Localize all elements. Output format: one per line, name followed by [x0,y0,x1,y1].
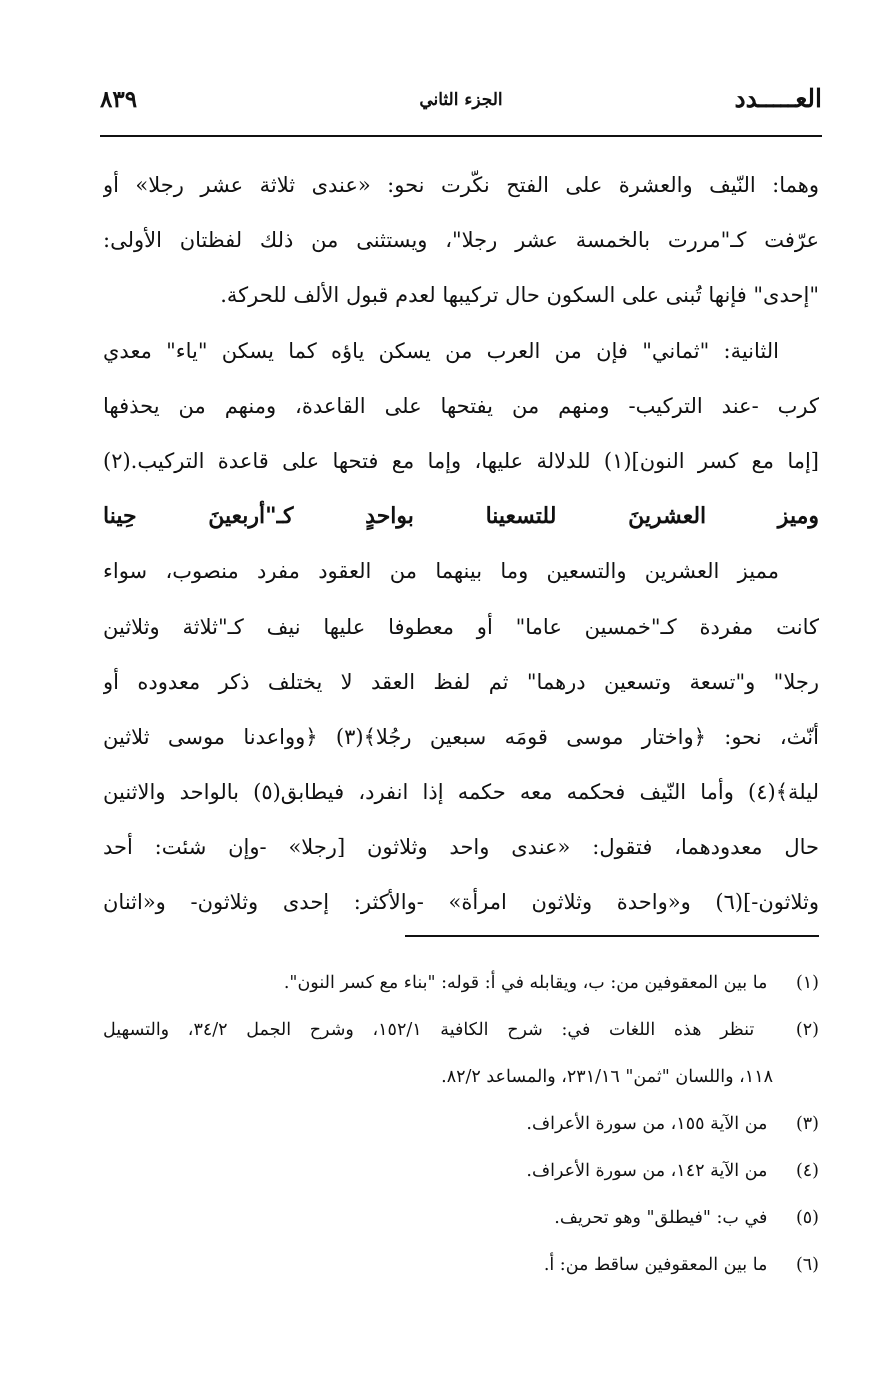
footnote-text: ما بين المعقوفين من: ب، ويقابله في أ: قوله: "بناء مع كسر النون". [283,973,768,993]
footnote-number: (٦) [795,1255,819,1275]
footnote [103,960,819,1007]
text-line: وهما: النّيف والعشرة على الفتح نكّرت نحو: «عندى ثلاثة عشر رجلا» أو [103,173,819,197]
text-line: عرّفت كـ"مررت بالخمسة عشر رجلا"، ويستثنى من ذلك لفظتان الأولى: [103,228,819,253]
text-line: [إما مع كسر النون](١) للدلالة عليها، وإما مع فتحها على قاعدة التركيب.(٢) [103,448,819,473]
text-line: مميز العشرين والتسعين وما بينهما من العقود مفرد منصوب، سواء [103,559,779,584]
text-line: حال معدودهما، فتقول: «عندى واحد وثلاثون [رجلا» -وإن شئت: أحد [103,835,819,860]
footnote-number: (٣) [795,1114,819,1134]
text-line: رجلا" و"تسعة وتسعين درهما" ثم لفظ العقد لا يختلف ذكر معدوده أو [103,669,819,694]
footnote-number: (٤) [795,1161,819,1181]
footnote [103,1195,819,1242]
text-line: ليلة﴾(٤) وأما النّيف فحكمه معه حكمه إذا انفرد، فيطابق(٥) بالواحد والاثنين [103,780,819,805]
running-header [100,84,822,128]
footnote-number: (٢) [795,1020,819,1040]
text-line: كرب -عند التركيب- ومنهم من يفتحها على القاعدة، ومنهم من يحذفها [103,393,819,418]
header-rule [100,135,822,137]
part-title: الجزء الثاني [419,90,503,110]
footnote-number: (١) [795,973,819,993]
text-line: "إحدى" فإنها تُبنى على السكون حال تركيبها لعدم قبول الألف للحركة. [220,283,819,308]
chapter-title: العـــــدد [734,84,822,113]
footnote [103,1148,819,1195]
footnotes [103,960,819,1289]
footnote-number: (٥) [795,1208,819,1228]
footnote-continuation: ١١٨، واللسان "ثمن" ٢٣١/١٦، والمساعد ٨٢/٢. [441,1067,773,1087]
text-line: وثلاثون-](٦) و«واحدة وثلاثون امرأة» -والأكثر: إحدى وثلاثون- و«اثنان [103,890,819,915]
footnote [103,1242,819,1289]
text-line: أنّث، نحو: ﴿واختار موسى قومَه سبعين رجُلا﴾(٣) ﴿وواعدنا موسى ثلاثين [103,724,819,749]
footnote-text: ما بين المعقوفين ساقط من: أ. [543,1255,768,1275]
footnote [103,1101,819,1148]
page-number: ٨٣٩ [100,86,138,113]
footnote-text: في ب: "فيطلق" وهو تحريف. [554,1208,768,1228]
text-line: كانت مفردة كـ"خمسين عاما" أو معطوفا عليها نيف كـ"ثلاثة وثلاثين [103,614,819,639]
footnote-text: من الآية ١٥٥، من سورة الأعراف. [526,1114,768,1134]
verse-line: وميز العشرينَ للتسعينا بواحدٍ كـ"أربعينَ حِينا [103,503,819,530]
main-text [103,158,819,931]
footnote-text: تنظر هذه اللغات في: شرح الكافية ١٥٢/١، وشرح الجمل ٣٤/٢، والتسهيل [103,1020,755,1040]
footnote-rule [405,935,819,937]
text-line: الثانية: "ثماني" فإن من العرب من يسكن ياؤه كما يسكن "ياء" معدي [103,338,779,363]
footnote-text: من الآية ١٤٢، من سورة الأعراف. [526,1161,768,1181]
footnote [103,1007,819,1054]
